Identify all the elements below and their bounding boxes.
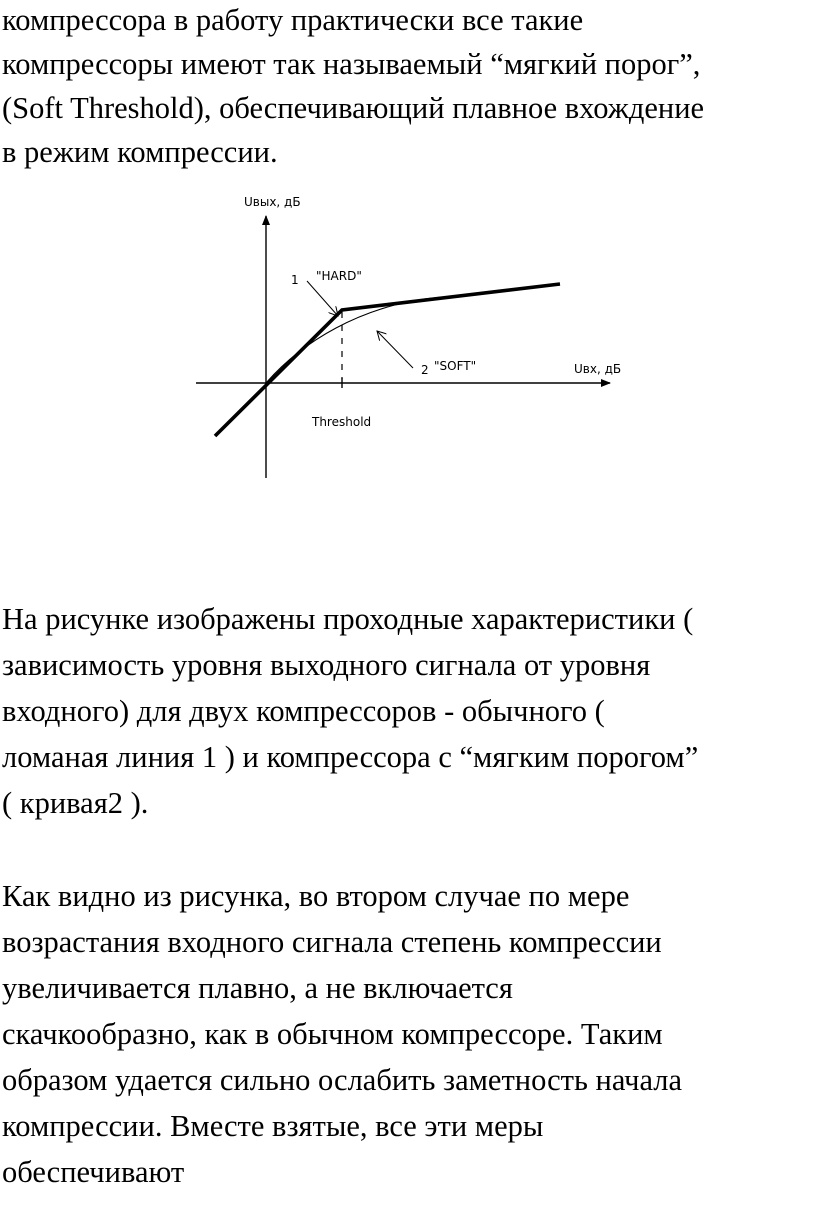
text-line: компрессии. Вместе взятые, все эти меры — [2, 1109, 544, 1143]
paragraph-conclusion — [2, 873, 682, 1195]
text-line: На рисунке изображены проходные характеристики ( — [2, 602, 694, 636]
text-line: возрастания входного сигнала степень компрессии — [2, 925, 662, 959]
curve-2-number: 2 — [421, 363, 429, 377]
paragraph-description — [2, 596, 698, 826]
text-line: входного) для двух компрессоров - обычного ( — [2, 694, 605, 728]
text-line: увеличивается плавно, а не включается — [2, 971, 513, 1005]
text-line: скачкообразно, как в обычном компрессоре. Таким — [2, 1017, 663, 1051]
transfer-characteristic-diagram — [180, 186, 640, 486]
curve-2-label: "SOFT" — [434, 359, 477, 373]
text-line: образом удается сильно ослабить заметность начала — [2, 1063, 683, 1097]
text-line: Как видно из рисунка, во втором случае по мере — [2, 879, 630, 913]
text-line: в режим компрессии. — [2, 135, 278, 169]
text-line: компрессора в работу практически все такие — [2, 3, 584, 37]
compressor-transfer-figure — [180, 186, 640, 486]
x-axis-label: Uвх, дБ — [574, 362, 622, 376]
hard-label-leader — [307, 281, 338, 316]
soft-label-leader — [377, 331, 413, 368]
curve-1-number: 1 — [291, 273, 299, 287]
threshold-label: Threshold — [312, 415, 372, 429]
text-line: зависимость уровня выходного сигнала от уровня — [2, 648, 651, 682]
curve-1-label: "HARD" — [316, 269, 362, 283]
text-line: компрессоры имеют так называемый “мягкий порог”, — [2, 47, 701, 81]
text-line: обеспечивают — [2, 1155, 185, 1189]
text-line: (Soft Threshold), обеспечивающий плавное вхождение — [2, 91, 705, 125]
text-line: ломаная линия 1 ) и компрессора с “мягким порогом” — [2, 740, 699, 774]
paragraph-intro — [2, 0, 704, 174]
text-line: ( кривая2 ). — [2, 786, 149, 820]
y-axis-label: Uвых, дБ — [244, 195, 301, 209]
